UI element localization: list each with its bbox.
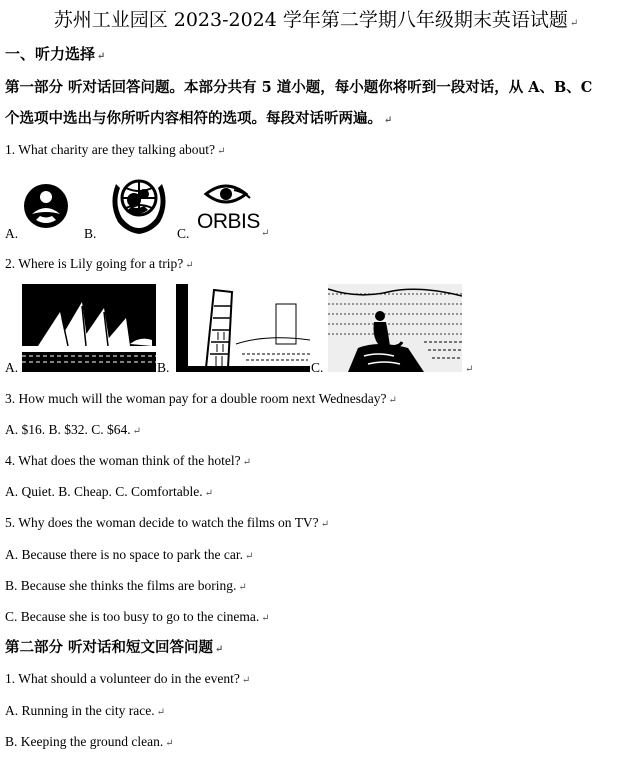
section-heading: 一、听力选择 ↵ [5, 45, 106, 63]
question-5-option-a: A. Because there is no space to park the car. ↵ [5, 547, 254, 562]
question-4: 4. What does the woman think of the hotel? ↵ [5, 453, 251, 468]
page-title: 苏州工业园区 2023-2024 学年第二学期八年级期末英语试题 ↵ [53, 9, 579, 31]
charity-logo-a [22, 180, 70, 236]
part2-question-1: 1. What should a volunteer do in the event? ↵ [5, 671, 251, 686]
option-c-label: C. [177, 226, 190, 241]
part2-heading: 第二部分 听对话和短文回答问题 ↵ [5, 639, 224, 656]
leaning-tower-of-pisa-image [176, 284, 310, 372]
option-c-label: C. [311, 360, 324, 375]
question-5-option-c: C. Because she is too busy to go to the cinema. ↵ [5, 609, 270, 624]
part2-question-1-option-a: A. Running in the city race. ↵ [5, 703, 165, 718]
paragraph-mark: ↵ [238, 582, 247, 593]
paragraph-mark: ↵ [388, 395, 397, 406]
question-5: 5. Why does the woman decide to watch the films on TV? ↵ [5, 515, 330, 530]
question-3: 3. How much will the woman pay for a double room next Wednesday? ↵ [5, 391, 397, 406]
part1-instruction: 第一部分 听对话回答问题。本部分共有 5 道小题，每小题你将听到一段对话，从 A、B、C [5, 79, 593, 96]
question-5-option-b: B. Because she thinks the films are boring. ↵ [5, 578, 247, 593]
question-4-options: A. Quiet. B. Cheap. C. Comfortable. ↵ [5, 484, 213, 499]
paragraph-mark: ↵ [215, 644, 224, 655]
option-a-label: A. [5, 360, 19, 375]
paragraph-mark: ↵ [217, 146, 226, 157]
question-1: 1. What charity are they talking about? ↵ [5, 142, 226, 157]
paragraph-mark: ↵ [204, 488, 213, 499]
paragraph-mark: ↵ [245, 551, 254, 562]
paragraph-mark: ↵ [242, 457, 251, 468]
part2-question-1-option-b: B. Keeping the ground clean. ↵ [5, 734, 174, 749]
orbis-logo-text: ORBIS [197, 210, 260, 233]
paragraph-mark: ↵ [185, 260, 194, 271]
paragraph-mark: ↵ [97, 51, 106, 62]
paragraph-mark: ↵ [165, 738, 174, 749]
paragraph-mark: ↵ [320, 519, 330, 530]
question-2: 2. Where is Lily going for a trip? ↵ [5, 256, 194, 271]
paragraph-mark: ↵ [132, 426, 142, 437]
little-mermaid-statue-image [328, 284, 462, 372]
question-3-options: A. $16. B. $32. C. $64. ↵ [5, 422, 142, 437]
option-b-label: B. [157, 360, 170, 375]
option-b-label: B. [84, 226, 97, 241]
paragraph-mark: ↵ [156, 707, 165, 718]
paragraph-mark: ↵ [569, 18, 579, 29]
paragraph-mark: ↵ [261, 613, 270, 624]
orbis-logo [194, 180, 260, 236]
paragraph-mark: ↵ [465, 364, 474, 375]
unicef-logo [104, 170, 174, 238]
paragraph-mark: ↵ [384, 115, 393, 126]
option-a-label: A. [5, 226, 19, 241]
part1-instruction-cont: 个选项中选出与你所听内容相符的选项。每段对话听两遍。 ↵ [5, 110, 393, 127]
sydney-opera-house-image [22, 284, 156, 372]
paragraph-mark: ↵ [241, 675, 251, 686]
paragraph-mark: ↵ [261, 228, 270, 239]
